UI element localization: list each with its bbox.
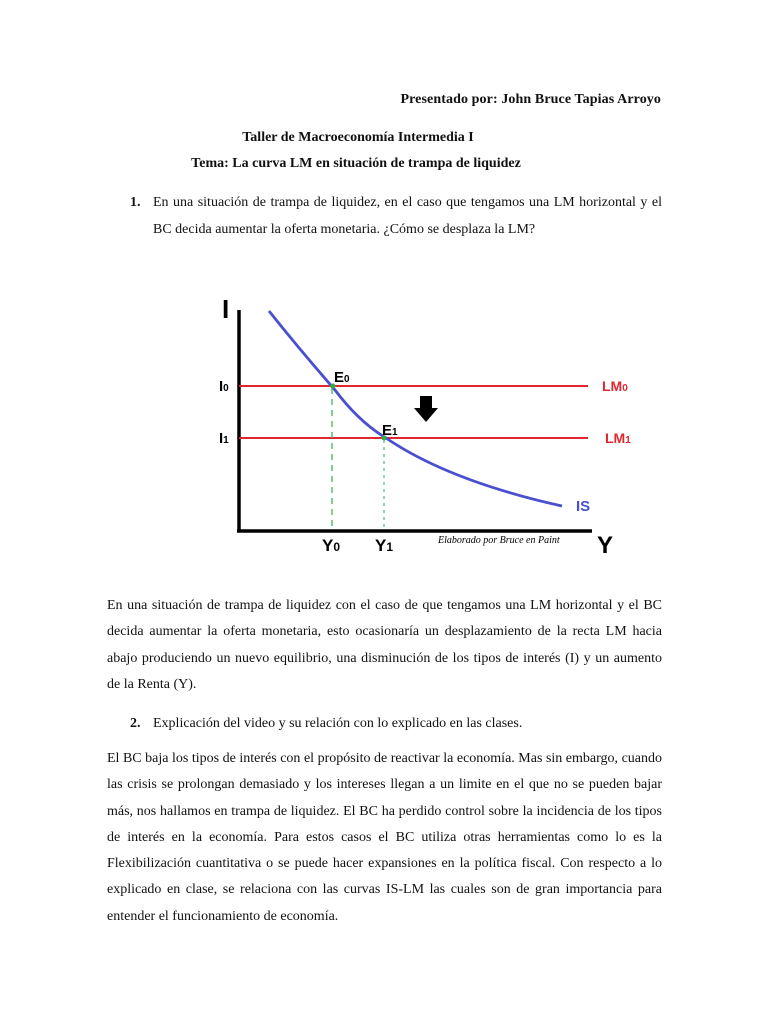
question-2 [130,710,662,737]
y0-label: Y0 [322,536,341,555]
is-label: IS [576,498,591,515]
e1-label: E1 [382,422,398,439]
lm0-label: LM0 [602,378,628,394]
question-1-text: En una situación de trampa de liquidez, en el caso que tengamos una LM horizontal y el BC decida aumentar la oferta monetaria. ¿Cómo se desplaza la LM? [153,195,662,237]
diagram-credit: Elaborado por Bruce en Paint [438,535,560,546]
i1-label: I1 [219,430,229,447]
lm1-label: LM1 [605,430,631,446]
document-title: Taller de Macroeconomía Intermedia I [242,130,474,145]
y1-label: Y1 [375,536,394,555]
x-axis-label: Y [597,532,614,559]
i0-label: I0 [219,378,229,395]
answer-1-paragraph: En una situación de trampa de liquidez con el caso de que tengamos una LM horizontal y el BC decida aumentar la oferta monetaria, esto ocasionaría un desplazamiento de la recta LM hacia abajo produciendo un nuevo equilibrio, una disminución de los tipos de interés (I) y un aumento de la Renta (Y). [107,598,662,692]
author-line: Presentado por: John Bruce Tapias Arroyo [400,92,661,107]
answer-2-paragraph: El BC baja los tipos de interés con el propósito de reactivar la economía. Mas sin embargo, cuando las crisis se prolongan demasiado y los intereses llegan a un limite en el que no se pueden bajar más, nos hallamos en trampa de liquidez. El BC ha perdido control sobre la incidencia de los tipos de interés en la economía. Para estos casos el BC utiliza otras herramientas como lo es la Flexibilización cuantitativa o se puede hacer expansiones en la política fiscal. Con respecto a lo explicado en clase, se relaciona con las curvas IS-LM las cuales son de gran importancia para entender el funcionamiento de economía. [107,751,662,924]
question-1-number: 1. [130,195,141,210]
shift-down-arrow-icon [414,396,438,422]
document-subtitle: Tema: La curva LM en situación de trampa de liquidez [191,156,521,171]
question-2-text: Explicación del video y su relación con lo explicado en las clases. [153,716,523,731]
question-2-number: 2. [130,716,141,731]
e0-label: E0 [334,369,350,386]
y-axis-label: I [222,294,230,324]
